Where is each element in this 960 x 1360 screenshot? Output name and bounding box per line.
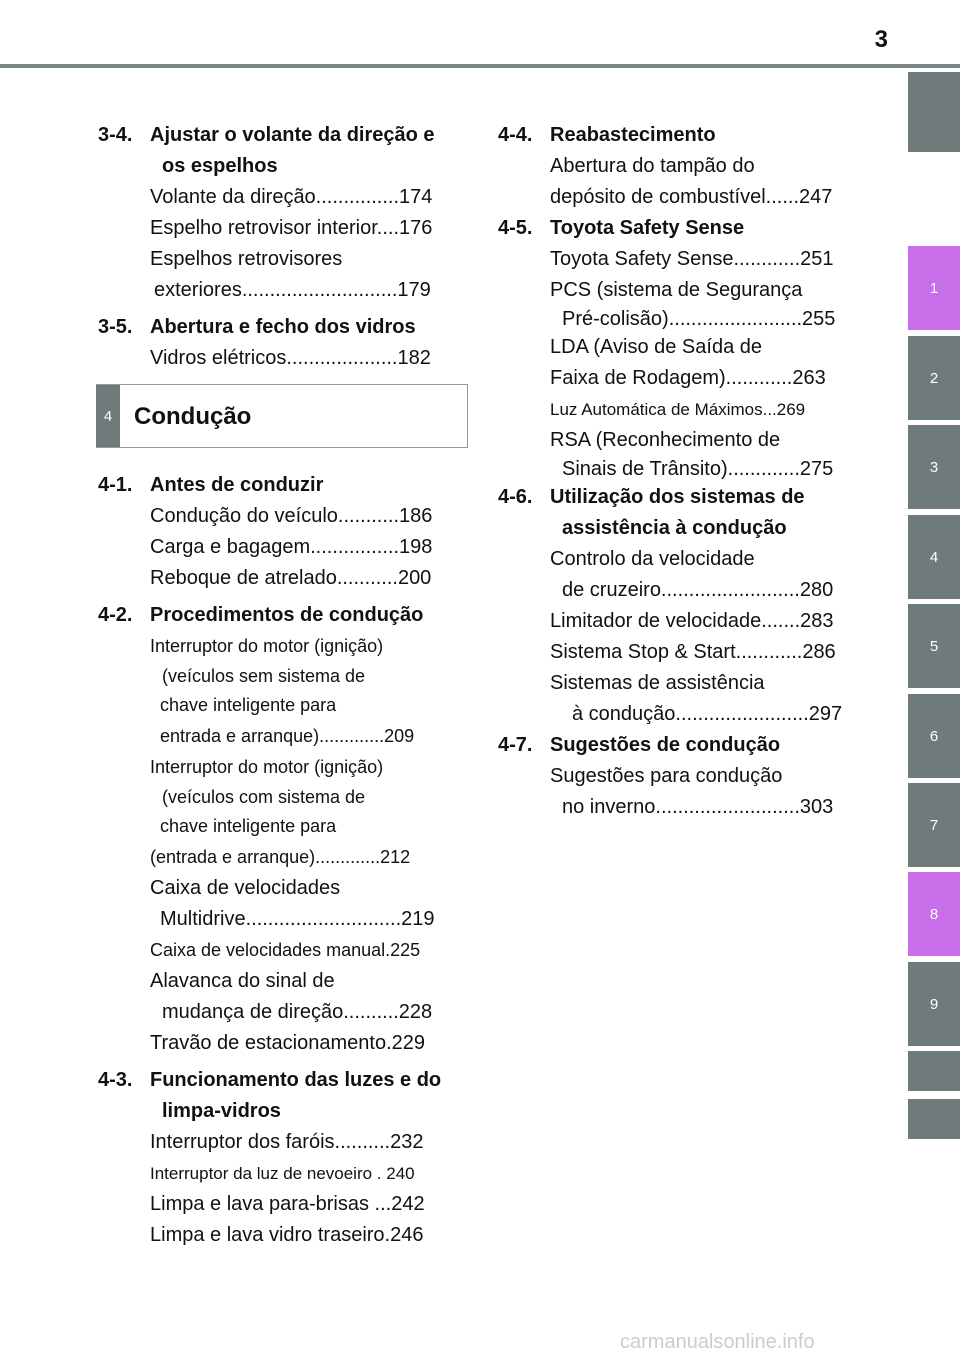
section-number: 4-2. (98, 604, 133, 626)
toc-entry[interactable]: Luz Automática de Máximos...269 (550, 400, 806, 419)
section-heading (98, 120, 468, 182)
toc-left-column (98, 120, 468, 1251)
section-title: Sugestões de condução (550, 734, 781, 756)
toc-entry-cont[interactable]: Faixa de Rodagem)............263 (550, 367, 826, 389)
section-heading (498, 213, 868, 244)
section-heading (498, 120, 868, 151)
toc-right-column (498, 120, 868, 823)
toc-entry[interactable]: Sistemas de assistência (550, 672, 765, 694)
toc-entry-cont[interactable]: chave inteligente para (160, 816, 337, 836)
section-title: Funcionamento das luzes e do (150, 1069, 442, 1091)
chapter-tab-6[interactable]: 6 (908, 694, 960, 778)
toc-entry[interactable]: Limpa e lava para-brisas ...242 (150, 1193, 425, 1215)
toc-entry[interactable]: Carga e bagagem................198 (150, 536, 433, 558)
toc-entry[interactable]: Sugestões para condução (550, 765, 783, 787)
toc-entry[interactable]: PCS (sistema de Segurança (550, 279, 803, 301)
toc-entry[interactable]: Caixa de velocidades (150, 877, 341, 899)
toc-entry-cont[interactable]: chave inteligente para (160, 695, 337, 715)
toc-entry[interactable]: Interruptor do motor (ignição) (150, 757, 384, 777)
chapter-box (96, 384, 468, 448)
section-heading (498, 730, 868, 761)
toc-entry-cont[interactable]: (entrada e arranque).............212 (150, 847, 411, 867)
toc-entry-cont[interactable]: (veículos com sistema de (162, 787, 366, 807)
section-title: Ajustar o volante da direção e (150, 124, 435, 146)
section-number: 4-1. (98, 474, 133, 496)
toc-entry[interactable]: Reboque de atrelado...........200 (150, 567, 432, 589)
toc-entry-cont[interactable]: no inverno..........................303 (562, 796, 834, 818)
section-heading (98, 312, 468, 343)
toc-entry-cont[interactable]: Sinais de Trânsito).............275 (562, 458, 834, 480)
chapter-tab[interactable] (908, 72, 960, 152)
toc-entry[interactable]: Espelho retrovisor interior....176 (150, 217, 433, 239)
section-title: Procedimentos de condução (150, 604, 424, 626)
chapter-tab-3[interactable]: 3 (908, 425, 960, 509)
toc-entry[interactable]: Condução do veículo...........186 (150, 505, 433, 527)
section-title: Abertura e fecho dos vidros (150, 316, 416, 338)
toc-entry[interactable]: Limitador de velocidade.......283 (550, 610, 834, 632)
chapter-title: Condução (134, 402, 252, 430)
toc-entry[interactable]: Interruptor dos faróis..........232 (150, 1131, 424, 1153)
toc-entry[interactable]: Controlo da velocidade (550, 548, 755, 570)
toc-entry[interactable]: Abertura do tampão do (550, 155, 755, 177)
section-title-cont: os espelhos (162, 155, 278, 177)
section-title-cont: limpa-vidros (162, 1100, 281, 1122)
section-title: Reabastecimento (550, 124, 716, 146)
toc-entry[interactable]: Sistema Stop & Start............286 (550, 641, 836, 663)
section-heading (98, 1065, 468, 1127)
chapter-tab-1[interactable]: 1 (908, 246, 960, 330)
section-number: 4-4. (498, 124, 533, 146)
toc-entry-cont[interactable]: (veículos sem sistema de (162, 666, 366, 686)
section-number: 4-7. (498, 734, 533, 756)
section-title: Utilização dos sistemas de (550, 486, 805, 508)
toc-entry[interactable]: Alavanca do sinal de (150, 970, 335, 992)
toc-entry-cont[interactable]: entrada e arranque).............209 (160, 726, 415, 746)
toc-entry-cont[interactable]: Pré-colisão)........................255 (562, 308, 836, 330)
section-heading (98, 470, 468, 501)
chapter-tab[interactable] (908, 1099, 960, 1139)
toc-entry-cont[interactable]: de cruzeiro.........................280 (562, 579, 834, 601)
section-title: Antes de conduzir (150, 474, 324, 496)
toc-entry-cont[interactable]: Multidrive............................219 (160, 908, 435, 930)
chapter-tab-5[interactable]: 5 (908, 604, 960, 688)
toc-entry[interactable]: Volante da direção...............174 (150, 186, 433, 208)
chapter-tab-8[interactable]: 8 (908, 872, 960, 956)
toc-entry[interactable]: Limpa e lava vidro traseiro.246 (150, 1224, 424, 1246)
section-title-cont: assistência à condução (562, 517, 787, 539)
chapter-tab-4[interactable]: 4 (908, 515, 960, 599)
chapter-tab-2[interactable]: 2 (908, 336, 960, 420)
chapter-tab[interactable] (908, 1051, 960, 1091)
toc-entry-cont[interactable]: exteriores............................179 (154, 279, 431, 301)
chapter-number: 4 (96, 385, 120, 447)
toc-entry[interactable]: Toyota Safety Sense............251 (550, 248, 834, 270)
toc-entry[interactable]: Vidros elétricos....................182 (150, 347, 431, 369)
chapter-tab-7[interactable]: 7 (908, 783, 960, 867)
section-number: 3-5. (98, 316, 133, 338)
toc-entry[interactable]: Caixa de velocidades manual.225 (150, 940, 421, 960)
toc-entry[interactable]: LDA (Aviso de Saída de (550, 336, 762, 358)
toc-entry[interactable]: Interruptor da luz de nevoeiro . 240 (150, 1164, 415, 1183)
watermark: carmanualsonline.info (620, 1331, 815, 1353)
toc-entry[interactable]: Interruptor do motor (ignição) (150, 636, 384, 656)
section-number: 4-3. (98, 1069, 133, 1091)
section-number: 3-4. (98, 124, 133, 146)
toc-entry[interactable]: RSA (Reconhecimento de (550, 429, 781, 451)
header-rule (0, 64, 960, 68)
section-number: 4-6. (498, 486, 533, 508)
toc-entry[interactable]: Espelhos retrovisores (150, 248, 343, 270)
toc-entry[interactable]: Travão de estacionamento.229 (150, 1032, 425, 1054)
toc-entry-cont[interactable]: à condução........................297 (572, 703, 843, 725)
toc-entry-cont[interactable]: depósito de combustível......247 (550, 186, 833, 208)
section-heading (98, 600, 468, 631)
chapter-tab-9[interactable]: 9 (908, 962, 960, 1046)
page-number: 3 (874, 26, 888, 53)
section-number: 4-5. (498, 217, 533, 239)
section-heading (498, 482, 868, 544)
toc-entry-cont[interactable]: mudança de direção..........228 (162, 1001, 433, 1023)
section-title: Toyota Safety Sense (550, 217, 745, 239)
